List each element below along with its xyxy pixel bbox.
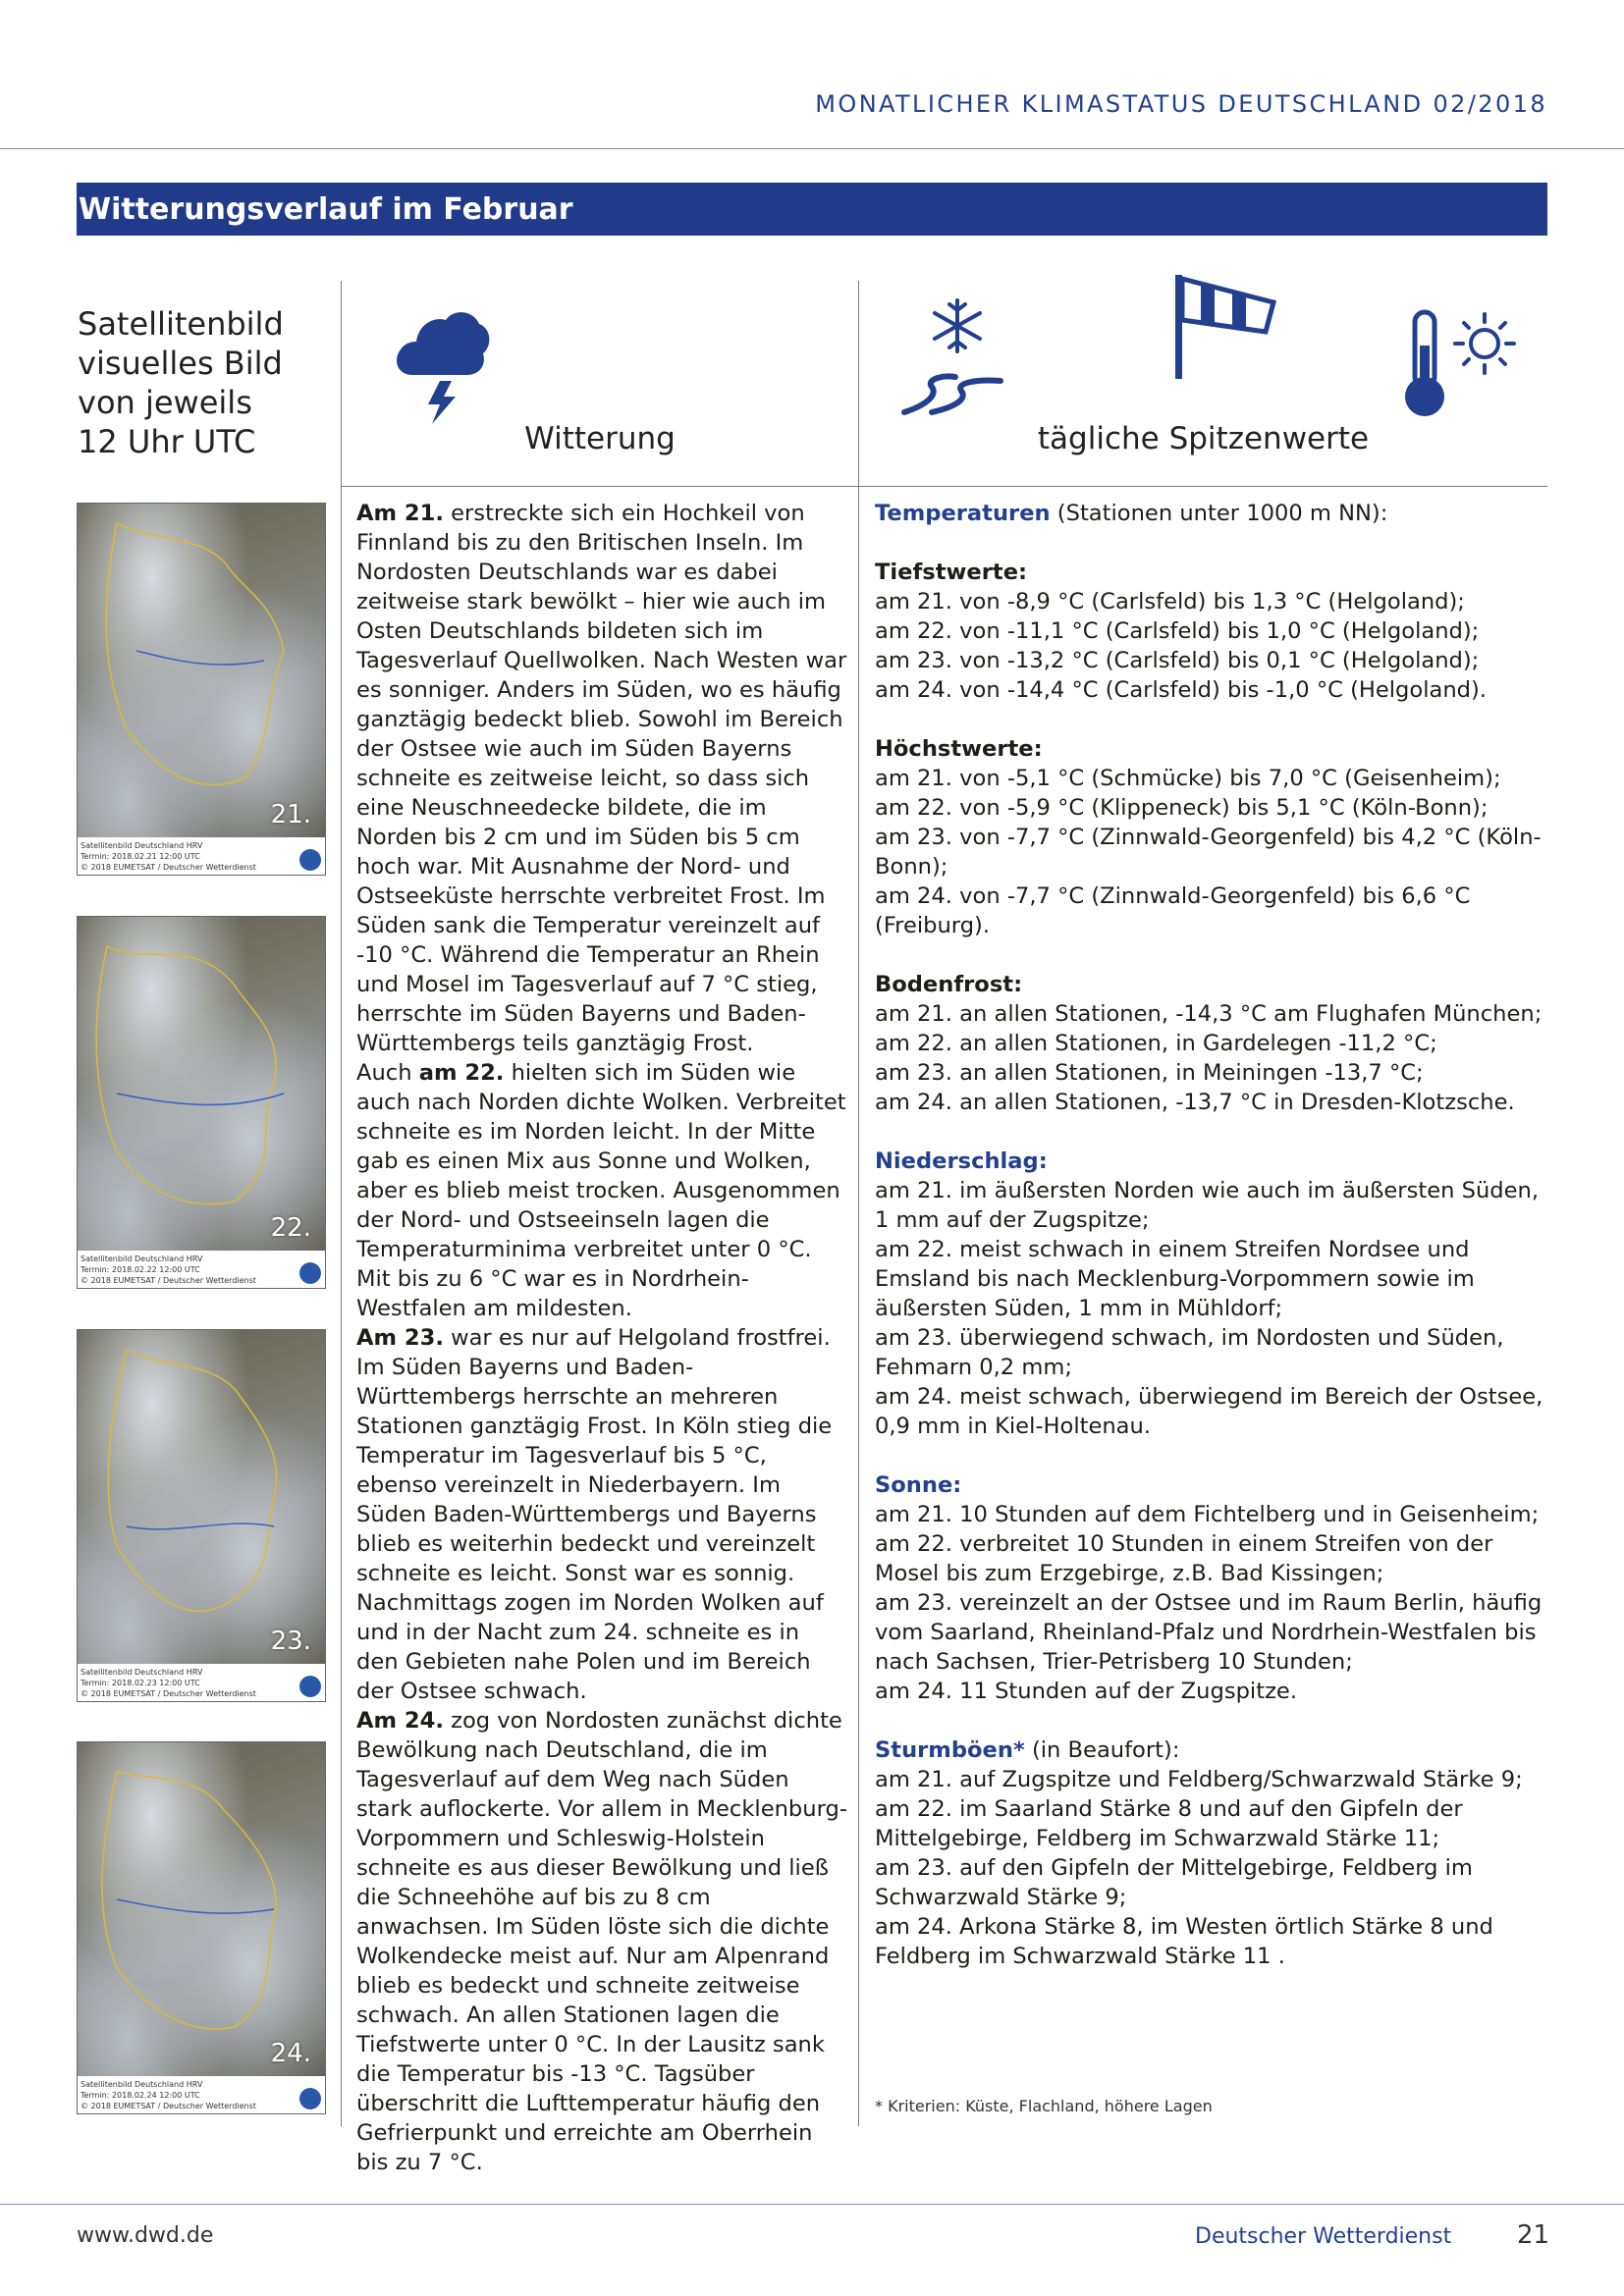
satellite-image xyxy=(77,1741,326,2114)
list-item: am 21. an allen Stationen, -14,3 °C am Flughafen München; xyxy=(875,1001,1543,1027)
thermometer-sun-icon xyxy=(1400,306,1522,422)
caption-line: Termin: 2018.02.24 12:00 UTC xyxy=(81,2091,200,2100)
bottom-divider xyxy=(0,2204,1624,2205)
dwd-logo-icon xyxy=(299,849,321,871)
spacer xyxy=(875,1117,1552,1147)
satellite-image xyxy=(77,503,326,876)
list-item: am 23. von -13,2 °C (Carlsfeld) bis 0,1 °C (Helgoland); xyxy=(875,648,1480,673)
min-heading: Tiefstwerte: xyxy=(875,560,1028,585)
list-item: am 21. 10 Stunden auf dem Fichtelberg und in Geisenheim; xyxy=(875,1502,1540,1527)
paragraph-text: zog von Nordosten zunächst dichte Bewölkung nach Deutschland, die im Tagesverlauf auf dem Weg nach Süden stark auflockerte. Vor allem in Mecklenburg-Vorpommern und Schleswig-Holstein schneite es aus dieser Bewölkung und ließ die Schneehöhe auf bis zu 8 cm anwachsen. Im Süden löste sich die dichte Wolkendecke meist auf. Nur am Alpenrand blieb es bedeckt und schneite zeitweise schwach. An allen Stationen lagen die Tiefstwerte unter 0 °C. In der Lausitz sank die Temperatur bis -13 °C. Tagsüber überschritt die Lufttemperatur häufig den Gefrierpunkt und erreichte am Oberrhein bis zu 7 °C. xyxy=(356,1708,847,2175)
caption-line: © 2018 EUMETSAT / Deutscher Wetterdienst xyxy=(81,863,256,872)
paragraph-text: war es nur auf Helgoland frostfrei. Im Süden Bayerns und Baden-Württembergs herrschte an mehreren Stationen ganztägig Frost. In Köln stieg die Temperatur im Tagesverlauf bis 5 °C, ebenso vereinzelt in Niederbayern. Im Süden Baden-Württembergs und Bayerns blieb es weiterhin bedeckt und vereinzelt schneite es leicht. Sonst war es sonnig. Nachmittags zogen im Norden Wolken auf und in der Nacht zum 24. schneite es in den Gebieten nahe Polen und im Bereich der Ostsee schwach. xyxy=(356,1325,833,1704)
satellite-caption xyxy=(78,837,325,875)
weather-paragraph xyxy=(356,1058,847,1323)
caption-line: Satellitenbild Deutschland HRV xyxy=(81,1668,203,1677)
caption-line: © 2018 EUMETSAT / Deutscher Wetterdienst xyxy=(81,1276,256,1285)
dwd-logo-icon xyxy=(299,2088,321,2109)
list-item: am 24. von -14,4 °C (Carlsfeld) bis -1,0 °C (Helgoland). xyxy=(875,677,1488,703)
day-lead: Am 24. xyxy=(356,1708,444,1734)
spacer xyxy=(875,528,1552,558)
list-item: am 21. im äußersten Norden wie auch im äußersten Süden, 1 mm auf der Zugspitze; xyxy=(875,1178,1540,1233)
weather-paragraph xyxy=(356,1323,847,1706)
border-overlay xyxy=(78,1742,325,2076)
temperature-heading: Temperaturen xyxy=(875,501,1051,526)
caption-line: Termin: 2018.02.22 12:00 UTC xyxy=(81,1265,200,1274)
weather-paragraph xyxy=(356,1706,847,2177)
paragraph-text: erstreckte sich ein Hochkeil von Finnland bis zu den Britischen Inseln. Im Nordosten Deutschlands war es dabei zeitweise stark bewölkt – hier wie auch im Osten Deutschlands bildeten sich im Tagesverlauf Quellwolken. Nach Westen war es sonniger. Anders im Süden, wo es häufig ganztägig bedeckt blieb. Sowohl im Bereich der Ostsee wie auch im Süden Bayerns schneite es zeitweise leicht, so dass sich eine Neuschneedecke bildete, die im Norden bis 2 cm und im Süden bis 5 cm hoch war. Mit Ausnahme der Nord- und Ostseeküste herrschte verbreitet Frost. Im Süden sank die Temperatur vereinzelt auf -10 °C. Während die Temperatur an Rhein und Mosel im Tagesverlauf auf 7 °C stieg, herrschte im Süden Bayerns und Baden-Württembergs teils ganztägig Frost. xyxy=(356,501,847,1056)
list-item: am 22. von -5,9 °C (Klippeneck) bis 5,1 °C (Köln-Bonn); xyxy=(875,795,1489,821)
caption-line: Satellitenbild Deutschland HRV xyxy=(81,2080,203,2089)
satellite-caption xyxy=(78,1251,325,1288)
border-overlay xyxy=(78,504,325,837)
satellite-image xyxy=(77,1329,326,1702)
list-item: am 22. meist schwach in einem Streifen Nordsee und Emsland bis nach Mecklenburg-Vorpommern sowie im äußersten Süden, 1 mm in Mühldorf; xyxy=(875,1237,1475,1321)
list-item: am 23. an allen Stationen, in Meiningen -13,7 °C; xyxy=(875,1060,1424,1086)
paragraph-text: hielten sich im Süden wie auch nach Norden dichte Wolken. Verbreitet schneite es im Norden leicht. In der Mitte gab es einen Mix aus Sonne und Wolken, aber es blieb meist trocken. Ausgenommen der Nord- und Ostseeinseln lagen die Temperaturminima verbreitet unter 0 °C. Mit bis zu 6 °C war es in Nordrhein-Westfalen am mildesten. xyxy=(356,1060,846,1321)
top-divider xyxy=(0,148,1624,149)
footer-organization: Deutscher Wetterdienst xyxy=(1195,2224,1452,2249)
sunshine-heading: Sonne: xyxy=(875,1472,962,1498)
caption-line: Satellitenbild Deutschland HRV xyxy=(81,1255,203,1263)
peaks-column-head: tägliche Spitzenwerte xyxy=(1037,421,1370,456)
list-item: am 21. von -5,1 °C (Schmücke) bis 7,0 °C (Geisenheim); xyxy=(875,766,1501,791)
section-title-band xyxy=(77,183,1547,236)
max-heading: Höchstwerte: xyxy=(875,736,1043,762)
header-row-divider xyxy=(341,486,1547,487)
satellite-image xyxy=(77,916,326,1289)
caption-line: Satellitenbild Deutschland HRV xyxy=(81,841,203,850)
thunderstorm-cloud-icon xyxy=(391,291,493,426)
spacer xyxy=(875,1706,1552,1735)
list-item: am 23. überwiegend schwach, im Nordosten und Süden, Fehmarn 0,2 mm; xyxy=(875,1325,1504,1380)
satellite-head-line: von jeweils xyxy=(78,384,252,421)
day-lead: am 22. xyxy=(418,1060,505,1086)
satellite-column-head xyxy=(78,304,284,461)
precipitation-heading: Niederschlag: xyxy=(875,1148,1048,1174)
frost-heading: Bodenfrost: xyxy=(875,972,1023,997)
gust-heading: Sturmböen* xyxy=(875,1737,1025,1763)
satellite-head-line: Satellitenbild xyxy=(78,305,284,343)
column-divider-left xyxy=(341,281,342,2126)
list-item: am 24. Arkona Stärke 8, im Westen örtlich Stärke 8 und Feldberg im Schwarzwald Stärke 11 . xyxy=(875,1914,1493,1969)
satellite-day-label: 22. xyxy=(270,1213,311,1243)
satellite-head-line: 12 Uhr UTC xyxy=(78,423,256,460)
list-item: am 24. an allen Stationen, -13,7 °C in Dresden-Klotzsche. xyxy=(875,1090,1515,1115)
page-number: 21 xyxy=(1517,2220,1550,2250)
list-item: am 23. vereinzelt an der Ostsee und im Raum Berlin, häufig vom Saarland, Rheinland-Pfalz und Nordrhein-Westfalen bis nach Sachsen, Trier-Petrisberg 10 Stunden; xyxy=(875,1590,1543,1675)
list-item: am 22. von -11,1 °C (Carlsfeld) bis 1,0 °C (Helgoland); xyxy=(875,618,1480,644)
list-item: am 21. von -8,9 °C (Carlsfeld) bis 1,3 °C (Helgoland); xyxy=(875,589,1465,614)
satellite-day-label: 24. xyxy=(270,2039,311,2068)
caption-line: © 2018 EUMETSAT / Deutscher Wetterdienst xyxy=(81,2102,256,2110)
caption-line: Termin: 2018.02.21 12:00 UTC xyxy=(81,852,200,861)
satellite-day-label: 23. xyxy=(270,1627,311,1656)
spacer xyxy=(875,705,1552,734)
list-item: am 22. verbreitet 10 Stunden in einem Streifen von der Mosel bis zum Erzgebirge, z.B. Bad Kissingen; xyxy=(875,1531,1493,1586)
day-lead: Am 23. xyxy=(356,1325,444,1351)
list-item: am 22. im Saarland Stärke 8 und auf den Gipfeln der Mittelgebirge, Feldberg im Schwarzwald Stärke 11; xyxy=(875,1796,1463,1851)
caption-line: © 2018 EUMETSAT / Deutscher Wetterdienst xyxy=(81,1689,256,1698)
day-lead: Am 21. xyxy=(356,501,444,526)
border-overlay xyxy=(78,917,325,1251)
column-divider-right xyxy=(858,281,859,2126)
footnote: * Kriterien: Küste, Flachland, höhere Lagen xyxy=(875,2097,1213,2115)
paragraph-prefix: Auch xyxy=(356,1060,419,1086)
weather-column-head: Witterung xyxy=(524,421,676,456)
dwd-logo-icon xyxy=(299,1262,321,1284)
dwd-logo-icon xyxy=(299,1676,321,1697)
snowflake-road-icon xyxy=(898,296,1012,418)
windsock-icon xyxy=(1171,273,1287,381)
gust-heading-line xyxy=(875,1735,1552,1765)
weather-paragraph xyxy=(356,499,847,1058)
temperature-heading-line xyxy=(875,499,1552,528)
report-title: MONATLICHER KLIMASTATUS DEUTSCHLAND 02/2018 xyxy=(815,90,1547,118)
list-item: am 24. meist schwach, überwiegend im Bereich der Ostsee, 0,9 mm in Kiel-Holtenau. xyxy=(875,1384,1543,1439)
spacer xyxy=(875,1441,1552,1470)
list-item: am 23. auf den Gipfeln der Mittelgebirge, Feldberg im Schwarzwald Stärke 9; xyxy=(875,1855,1473,1910)
peak-values xyxy=(875,499,1552,1971)
list-item: am 24. von -7,7 °C (Zinnwald-Georgenfeld) bis 6,6 °C (Freiburg). xyxy=(875,883,1471,938)
list-item: am 21. auf Zugspitze und Feldberg/Schwarzwald Stärke 9; xyxy=(875,1767,1523,1792)
satellite-caption xyxy=(78,1664,325,1701)
border-overlay xyxy=(78,1330,325,1664)
list-item: am 22. an allen Stationen, in Gardelegen -11,2 °C; xyxy=(875,1031,1437,1056)
footer-link[interactable]: www.dwd.de xyxy=(77,2223,214,2248)
list-item: am 24. 11 Stunden auf der Zugspitze. xyxy=(875,1679,1298,1704)
satellite-caption xyxy=(78,2076,325,2113)
section-title: Witterungsverlauf im Februar xyxy=(79,192,573,227)
gust-note: (in Beaufort): xyxy=(1024,1737,1180,1763)
satellite-day-label: 21. xyxy=(270,800,311,829)
weather-narrative xyxy=(356,499,847,2177)
temperature-note: (Stationen unter 1000 m NN): xyxy=(1050,501,1388,526)
list-item: am 23. von -7,7 °C (Zinnwald-Georgenfeld) bis 4,2 °C (Köln-Bonn); xyxy=(875,825,1542,880)
satellite-head-line: visuelles Bild xyxy=(78,345,283,382)
spacer xyxy=(875,940,1552,970)
caption-line: Termin: 2018.02.23 12:00 UTC xyxy=(81,1679,200,1687)
